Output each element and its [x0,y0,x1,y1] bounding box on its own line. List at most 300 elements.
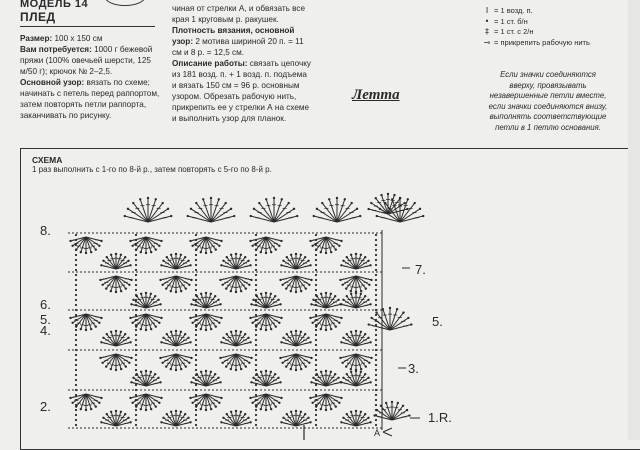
stitch-top [162,260,164,262]
chain-dot [375,394,377,396]
stitch-top [217,299,219,301]
stitch-top [189,421,191,423]
shell-motif [340,410,371,426]
stitch-top [189,397,191,399]
shell-motif [309,394,342,411]
chain-dot [315,339,317,341]
stitch-top [230,290,232,292]
pattern-value: вязать по схеме; начинать с петель перед раппортом, затем повторять петли раппорта, заканчивать по рисунку. [20,78,160,120]
chain-dot [135,279,137,281]
stitch-top [364,333,366,335]
stitch-top [130,279,132,281]
stitch-top [158,402,160,404]
legend-text: = 1 ст. с 2/н [494,27,534,36]
shell-motif [160,253,191,269]
stitch-stroke [383,309,390,330]
stitch-top [247,260,249,262]
pattern-label: Основной узор: [20,78,85,87]
stitch-top [110,290,112,292]
chain-dot [75,334,77,336]
stitch-top [342,417,344,419]
stitch-top [330,293,332,295]
stitch-top [309,397,311,399]
stitch-top [367,417,369,419]
shell-motif [187,197,236,222]
stitch-top [127,208,129,210]
stitch-top [162,417,164,419]
stitch-top [184,413,186,415]
stitch-top [221,362,223,364]
chain-dot [195,314,197,316]
chain-dot [75,369,77,371]
shell-motif [190,370,221,386]
stitch-top [195,405,197,407]
stitch-top [260,293,262,295]
stitch-top [75,405,77,407]
stitch-top [300,331,302,333]
stitch-top [69,240,71,242]
stitch-top [370,202,372,204]
stitch-top [290,254,292,256]
stitch-top [325,252,327,254]
chain-dot [75,339,77,341]
stitch-top [342,299,344,301]
stitch-top [160,317,162,319]
stitch-top [367,260,369,262]
stitch-top [150,293,152,295]
stitch-top [365,287,367,289]
stitch-top [106,256,108,258]
attach-yarn-icon: ⊸ [483,37,491,47]
stitch-top [95,405,97,407]
shell-motif [129,237,162,254]
shell-motif [340,292,371,308]
stitch-top [106,333,108,335]
shell-motif [69,314,102,331]
stitch-top [124,413,126,415]
chain-dot [255,394,257,396]
chain-dot [75,259,77,261]
stitch-top [128,362,130,364]
chain-dot [375,309,377,311]
chain-dot [135,309,137,311]
chain-dot [255,384,257,386]
stitch-top [125,287,127,289]
shell-motif [280,330,311,346]
stitch-top [180,411,182,413]
shell-motif [189,314,222,331]
stitch-top [145,329,147,331]
stitch-top [275,405,277,407]
stitch-top [140,293,142,295]
stitch-top [175,369,177,371]
stitch-top [250,381,252,383]
chain-dot [375,259,377,261]
chain-dot [315,424,317,426]
stitch-top [270,371,272,373]
stitch-top [230,254,232,256]
stitch-top [370,279,372,281]
stitch-top [166,413,168,415]
stitch-top [129,341,131,343]
stitch-top [370,317,372,319]
stitch-top [184,256,186,258]
stitch-top [205,370,207,372]
adjacent-page-edge [628,0,640,440]
stitch-top [249,341,251,343]
stitch-top [159,303,161,305]
stitch-top [85,329,87,331]
chain-dot [135,339,137,341]
chain-dot [135,389,137,391]
stitch-top [359,215,361,217]
chain-dot [135,419,137,421]
stitch-top [159,279,161,281]
stitch-top [196,295,198,297]
stitch-top [192,377,194,379]
stitch-top [285,365,287,367]
chain-dot [135,414,137,416]
stitch-top [230,411,232,413]
stitch-top [334,295,336,297]
chain-dot [195,259,197,261]
stitch-top [311,402,313,404]
chain-dot [75,284,77,286]
stitch-top [265,409,267,411]
chain-dot [315,259,317,261]
chain-dot [255,424,257,426]
stitch-top [95,325,97,327]
chain-dot [315,409,317,411]
stitch-top [278,402,280,404]
stitch-top [161,362,163,364]
stitch-top [175,410,177,412]
stitch-top [310,303,312,305]
stitch-top [270,328,272,330]
chain-dot [135,274,137,276]
stitch-top [315,248,317,250]
stitch-top [210,197,212,199]
chain-dot [315,354,317,356]
stitch-top [145,252,147,254]
chain-dot [135,424,137,426]
shell-motif [159,276,192,293]
chain-dot [375,344,377,346]
stitch-top [100,264,102,266]
stitch-top [305,365,307,367]
chain-dot [315,419,317,421]
chain-dot [75,379,77,381]
stitch-top [220,240,222,242]
stitch-top [191,322,193,324]
stitch-top [355,253,357,255]
stitch-top [110,411,112,413]
stitch-top [293,208,295,210]
shell-motif [309,237,342,254]
shell-motif [249,314,282,331]
stitch-top [69,397,71,399]
stitch-top [157,299,159,301]
stitch-top [340,303,342,305]
stitch-top [270,293,272,295]
chain-dot [75,424,77,426]
chain-dot [255,334,257,336]
stitch-top [128,284,130,286]
stitch-top [200,293,202,295]
stitch-top [71,245,73,247]
stitch-top [191,402,193,404]
stitch-top [295,330,297,332]
chain-dot [375,274,377,276]
stitch-top [370,357,372,359]
stitch-top [140,251,142,253]
stitch-top [307,337,309,339]
chain-dot [255,234,257,236]
stitch-top [240,254,242,256]
stitch-top [102,417,104,419]
chain-dot [75,374,77,376]
shell-motif [219,354,252,371]
stitch-top [360,411,362,413]
chain-dot [195,274,197,276]
chain-dot [375,284,377,286]
stitch-top [129,240,131,242]
shell-motif [367,193,408,214]
work-label: Описание работы: [172,59,248,68]
stitch-top [98,245,100,247]
stitch-top [218,322,220,324]
stitch-top [364,373,366,375]
stitch-top [340,381,342,383]
stitch-top [222,260,224,262]
stitch-top [335,325,337,327]
stitch-top [369,303,371,305]
stitch-top [150,328,152,330]
stitch-top [218,245,220,247]
stitch-top [255,325,257,327]
stitch-top [285,287,287,289]
stitch-top [339,279,341,281]
stitch-top [69,317,71,319]
stitch-top [340,317,342,319]
stitch-top [154,373,156,375]
stitch-top [226,333,228,335]
shell-motif [100,253,131,269]
stitch-top [290,331,292,333]
stitch-top [225,202,227,204]
chain-dot [315,334,317,336]
size-label: Размер: [20,34,53,43]
stitch-top [325,329,327,331]
stitch-top [367,299,369,301]
stitch-top [360,290,362,292]
stitch-top [205,409,207,411]
stitch-top [367,323,369,325]
stitch-top [364,256,366,258]
chain-dot [375,354,377,356]
stitch-top [159,381,161,383]
stitch-top [367,208,369,210]
stitch-top [140,408,142,410]
stitch-top [340,240,342,242]
stitch-top [309,264,311,266]
chain-dot [255,279,257,281]
stitch-top [244,413,246,415]
stitch-top [281,284,283,286]
stitch-top [190,303,192,305]
chain-dot [375,374,377,376]
stitch-top [280,341,282,343]
stitch-top [279,381,281,383]
stitch-top [135,248,137,250]
stitch-stroke [337,209,357,222]
need-label: Вам потребуется: [20,45,92,54]
shell-motif [309,314,342,331]
stitch-top [187,417,189,419]
stitch-top [360,368,362,370]
stitch-top [80,408,82,410]
stitch-top [335,405,337,407]
stitch-top [136,295,138,297]
stitch-top [369,341,371,343]
stitch-top [404,202,406,204]
chain-dot [315,389,317,391]
stitch-top [235,330,237,332]
stitch-top [120,331,122,333]
chain-dot [75,384,77,386]
shell-motif [69,394,102,411]
shell-motif [189,237,222,254]
chain-dot [375,379,377,381]
stitch-stroke [386,403,392,420]
stitch-top [325,292,327,294]
stitch-top [364,295,366,297]
stitch-top [200,251,202,253]
stitch-stroke [203,199,211,222]
stitch-top [187,337,189,339]
stitch-top [180,331,182,333]
stitch-top [270,251,272,253]
chain-dot [255,359,257,361]
stitch-top [155,198,157,200]
stitch-top [140,328,142,330]
shell-motif [279,354,312,371]
stitch-top [304,333,306,335]
stitch-top [360,293,362,295]
stitch-top [240,290,242,292]
stitch-top [190,381,192,383]
chain-dot [135,384,137,386]
stitch-top [295,291,297,293]
stitch-stroke [254,209,274,222]
row-label-left: 8. [40,223,51,238]
chain-dot [135,254,137,256]
stitch-top [295,410,297,412]
shell-motif [249,237,282,254]
stitch-top [255,405,257,407]
stitch-top [220,264,222,266]
shell-motif [100,410,131,426]
stitch-top [380,194,382,196]
stitch-top [240,331,242,333]
stitch-top [335,248,337,250]
stitch-top [140,371,142,373]
chain-dot [75,279,77,281]
stitch-top [99,357,101,359]
stitch-top [340,421,342,423]
stitch-top [252,377,254,379]
chain-dot [195,309,197,311]
stitch-top [90,328,92,330]
chain-dot [375,339,377,341]
stitch-top [180,290,182,292]
stitch-top [150,371,152,373]
shell-motif [250,370,281,386]
stitch-top [320,371,322,373]
chain-dot [255,349,257,351]
stitch-stroke [390,318,408,330]
stitch-top [308,362,310,364]
chain-dot [195,364,197,366]
stitch-top [311,245,313,247]
chain-dot [315,394,317,396]
stitch-top [188,284,190,286]
stitch-top [336,197,338,199]
stitch-top [124,333,126,335]
stitch-top [187,215,189,217]
stitch-top [170,254,172,256]
chain-dot [75,354,77,356]
stitch-top [210,251,212,253]
stitch-stroke [211,209,231,222]
stitch-top [279,279,281,281]
stitch-top [155,248,157,250]
stitch-top [129,421,131,423]
stitch-top [71,322,73,324]
chain-dot [315,329,317,331]
stitch-top [273,197,275,199]
stitch-top [110,368,112,370]
stitch-top [296,215,298,217]
shell-motif [280,410,311,426]
stitch-top [115,291,117,293]
shell-motif [220,410,251,426]
shell-motif [99,354,132,371]
chain-dot [75,344,77,346]
chain-dot [135,344,137,346]
stitch-top [281,198,283,200]
stitch-top [166,333,168,335]
stitch-top [189,240,191,242]
chain-dot [135,349,137,351]
stitch-top [75,325,77,327]
density-label: Плотность вязания, основной узор: [172,26,295,46]
chain-dot [255,314,257,316]
stitch-top [310,357,312,359]
chain-dot [195,334,197,336]
stitch-top [251,322,253,324]
stitch-top [247,337,249,339]
stitch-top [110,331,112,333]
stitch-top [309,421,311,423]
stitch-top [147,197,149,199]
shell-motif [339,354,372,371]
stitch-top [346,413,348,415]
stitch-top [90,408,92,410]
stitch-stroke [128,209,148,222]
work-value: связать цепочку из 181 возд. п. + 1 возд. п. подъема и вязать 150 см = 96 р. основным узором. Обрезать рабочую нить, прикрепить ее у стрелки А на схеме и выполнить узор для планок. [172,59,311,123]
stitch-top [414,202,416,204]
